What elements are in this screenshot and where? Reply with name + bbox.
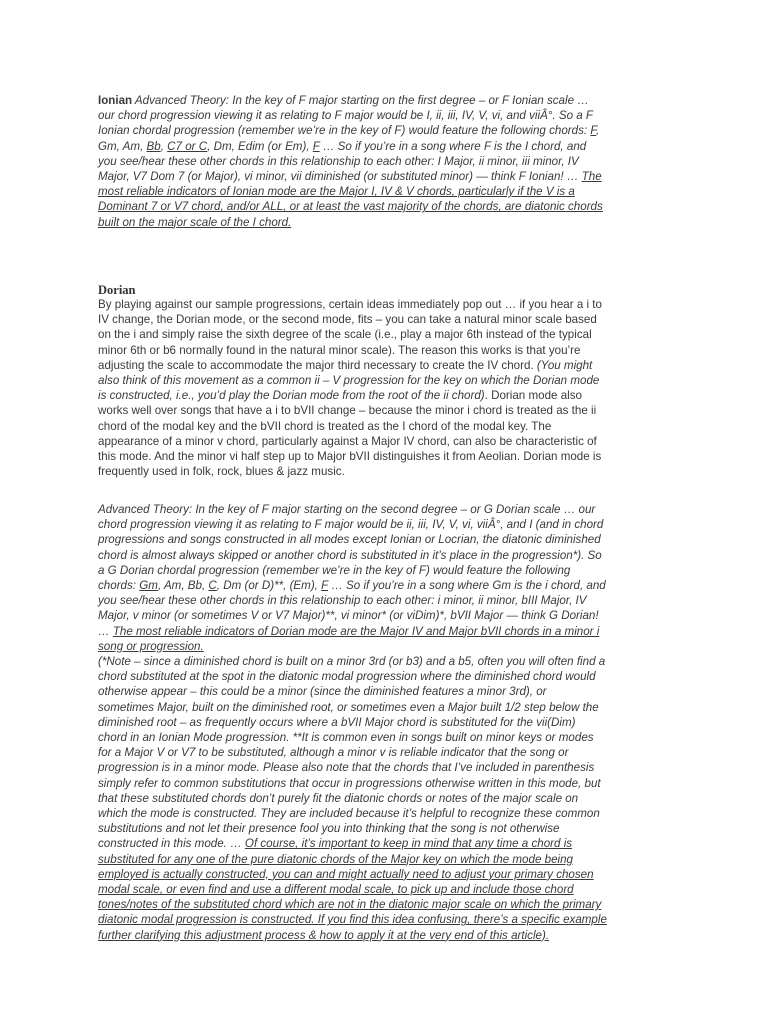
text-span: chord is almost always skipped or another chord is substituted in it’s place in the progression*). So [98,548,602,562]
text-line [98,882,574,897]
text-line [98,852,573,867]
text-line [98,388,582,403]
text-span: . Dorian mode also [484,389,582,403]
text-line [98,760,594,775]
text-span: Advanced Theory: In the key of F major starting on the first degree – or F Ionian scale … [132,94,589,107]
text-line [98,184,575,199]
text-line [98,502,595,517]
text-line [98,897,601,912]
text-line [98,215,291,230]
text-span: Bb [146,139,161,153]
section-label: Ionian [98,94,133,107]
text-line [98,403,596,418]
text-line [98,343,580,358]
text-span: Ionian chordal progression (remember we’re in the key of F) would feature the following chords: [98,124,591,138]
text-line [98,791,578,806]
text-line [98,327,592,342]
text-span: The most reliable indicators of Dorian mode are the Major IV and Major bVII chords in a minor i [112,624,600,638]
text-line [98,139,586,154]
text-line [98,123,599,138]
text-line [98,93,589,108]
text-span: on the i and simply raise the sixth degree of the scale (i.e., play a major 6th instead of the typical [98,328,592,342]
text-span: modal scale, or even find and use a different modal scale, to pick up and include those chord [98,883,574,896]
text-line [98,578,606,593]
text-span: otherwise appear – this could be a minor (since the diminished features a minor 3rd), or [98,685,547,699]
text-span: C7 or C [167,139,208,153]
text-span: constructed in this mode. … [98,837,245,851]
text-line [98,836,572,851]
text-span: , Dm, Edim (or Em), [207,139,313,153]
text-span: which the mode is constructed. They are included because it’s helpful to recognize these common [98,807,600,820]
text-line [98,312,597,327]
text-line [98,169,602,184]
text-span: built on the major scale of the I chord. [98,215,292,229]
text-line [98,821,559,836]
text-span: most reliable indicators of Ionian mode are the Major I, IV & V chords, particularly if the V is a [98,185,575,199]
text-span: further clarifying this adjustment process & how to apply it at the very end of this article). [98,928,550,942]
text-span: simply refer to common substitutions that occur in progressions otherwise written in this mode, but [98,776,601,790]
text-span: (*Note – since a diminished chord is built on a minor 3rd (or b3) and a b5, often you will often find a [98,655,606,668]
text-line [98,449,601,464]
text-span: substitutions and not let their presence fool you into thinking that the song is not otherwise [98,822,560,836]
text-line [98,867,594,882]
text-span: Major, v minor (or sometimes V or V7 Major)**, vi minor* (or viDim)*, bVII Major — think G Dorian! [98,609,599,623]
text-span: our chord progression viewing it as relating to F major would be I, ii, iii, IV, V, vi, and viiÂ°. So a F [98,109,594,123]
text-span: this mode. And the minor vi half step up to Major bVII distinguishes it from Aeolian. Dorian mode is [98,450,602,463]
text-span: works well over songs that have a i to bVII change – because the minor i chord is treated as the ii [98,404,597,418]
text-span: Major, V7 Dom 7 (or Major), vi minor, vii diminished (or substituted minor) — think F Ionian! … [98,170,582,183]
text-span: sometimes Major, built on the diminished root, or sometimes even a Major built 1/2 step below the [98,700,599,714]
text-span: diminished root – as frequently occurs where a bVII Major chord is substituted for the vii(Dim) [98,715,576,729]
text-span: chord progression viewing it as relating to F major would be ii, iii, IV, V, vi, viiÂ°, and I (and in chord [98,518,604,532]
text-line [98,154,579,169]
text-line [98,434,597,449]
text-span: … So if you’re in a song where F is the I chord, and [319,139,587,153]
text-line [98,593,586,608]
text-line [98,108,593,123]
text-span: employed is actually constructed, you can and might actually need to adjust your primary chosen [98,867,594,881]
text-span: By playing against our sample progressions, certain ideas immediately pop out … if you hear a i to [98,298,602,311]
text-line [98,297,602,312]
text-line [98,912,607,927]
text-span: , Am, Bb, [157,579,209,592]
text-span: F [321,579,328,592]
text-line [98,684,547,699]
text-span: diatonic modal progression is constructed. If you find this idea confusing, there’s a specific example [98,913,607,927]
text-line [98,608,599,623]
text-span: , [595,124,600,138]
text-line [98,532,601,547]
text-span: Advanced Theory: In the key of F major starting on the second degree – or G Dorian scale … our [98,503,596,516]
text-line [98,464,345,479]
text-line [98,548,602,563]
text-line [98,669,596,684]
text-span: frequently used in folk, rock, blues & jazz music. [98,465,345,479]
text-line [98,639,204,654]
text-span: The [581,170,602,183]
text-span: chords: [98,579,140,592]
text-line [98,358,592,373]
text-span: song or progression. [98,639,204,653]
text-span: tones/notes of the substituted chord which are not in the diatonic major scale on which the primary [98,898,602,912]
text-span: IV change, the Dorian mode, or the second mode, fits – you can take a natural minor scale based [98,313,597,327]
text-span: a G Dorian chordal progression (remember we’re in the key of F) would feature the following [98,563,571,577]
text-span: chord substituted at the spot in the diatonic modal progression where the diminished chord would [98,670,596,684]
text-span: Of course, it’s important to keep in mind that any time a chord is [244,837,573,851]
text-span: (You might [536,358,593,372]
dorian-heading: Dorian [98,283,136,297]
text-span: F [312,139,320,153]
text-line [98,654,605,669]
text-line [98,776,601,791]
text-span: you see/hear these other chords in this relationship to each other: i minor, ii minor, bIII Major, IV [98,594,587,608]
text-span: Gm, Am, [98,139,147,153]
text-span: also think of this movement as a common ii – V progression for the key on which the Dorian mode [98,374,600,387]
text-span: , Dm (or D)**, (Em), [216,579,322,592]
text-span: progression is in a minor mode. Please also note that the chords that I’ve included in parenthesis [98,761,595,775]
text-span: Dominant 7 or V7 chord, and/or ALL, or at least the vast majority of the chords, are diatonic chords [98,200,603,214]
text-line [98,419,551,434]
text-span: C [208,579,217,592]
text-span: chord of the modal key and the bVII chord is treated as the I chord of the modal key. The [98,419,552,433]
text-span: appearance of a minor v chord, particularly against a Major IV chord, can also be characteristic of [98,434,597,448]
text-span: minor 6th or b6 normally found in the natural minor scale). The reason this works is that you’re [98,343,581,357]
text-span: … [98,624,113,638]
text-line [98,199,603,214]
text-line [98,700,599,715]
text-line [98,373,599,388]
text-line [98,517,603,532]
text-span: for a Major V or V7 to be substituted, although a minor v is reliable indicator that the song or [98,746,569,760]
text-line [98,563,570,578]
text-span: Gm [139,579,158,592]
text-span: substituted for any one of the pure diatonic chords of the Major key on which the mode being [98,852,573,866]
text-span: … So if you’re in a song where Gm is the i chord, and [328,579,606,592]
text-span: , [160,139,168,153]
text-span: F [590,124,596,138]
text-line [98,745,568,760]
text-span: progressions and songs constructed in all modes except Ionian or Locrian, the diatonic diminished [98,533,601,547]
text-line [98,806,600,821]
text-line [98,928,549,943]
text-line [98,624,599,639]
text-line [98,730,594,745]
text-span: chord in an Ionian Mode progression. **It is common even in songs built on minor keys or modes [98,731,594,744]
text-span: is constructed, i.e., you’d play the Dorian mode from the root of the ii chord) [98,389,485,403]
text-line [98,715,575,730]
text-span: that these substituted chords don’t purely fit the diatonic chords or notes of the major scale on [98,791,579,805]
text-span: you see/hear these other chords in this relationship to each other: I Major, ii minor, iii minor, IV [98,154,579,168]
text-span: adjusting the scale to accommodate the major third necessary to create the IV chord. [98,358,537,372]
